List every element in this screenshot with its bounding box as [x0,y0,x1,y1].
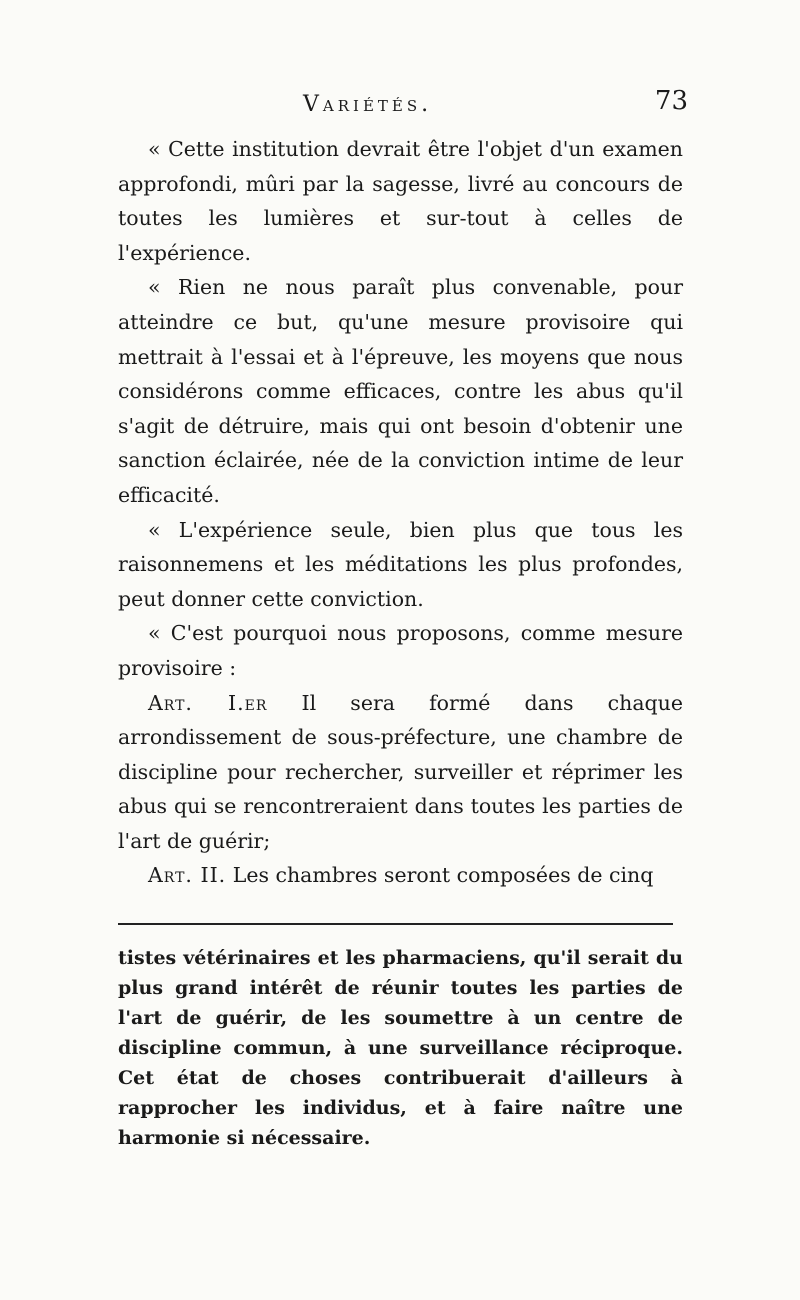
footnote [118,943,683,1153]
running-title: Variétés. [303,92,433,117]
page-number: 73 [654,86,688,116]
book-page [118,86,688,1153]
paragraph-3: « L'expérience seule, bien plus que tous les raisonnemens et les méditations les plus profondes, peut donner cette conviction. [118,517,683,611]
paragraph-4: « C'est pourquoi nous proposons, comme mesure provisoire : [118,621,683,680]
paragraph-1: « Cette institution devrait être l'objet d'un examen approfondi, mûri par la sagesse, livré au concours de toutes les lumières et sur-tout à celles de l'expérience. [118,137,683,265]
article-2-text: Les chambres seront composées de cinq [232,863,654,888]
main-text [118,132,683,893]
paragraph-2: « Rien ne nous paraît plus convenable, pour atteindre ce but, qu'une mesure provisoire qui mettrait à l'essai et à l'épreuve, les moyens que nous considérons comme efficaces, contre les abus qu'il s'agit de détruire, mais qui ont besoin d'obtenir une sanction éclairée, née de la conviction intime de leur efficacité. [118,275,683,507]
article-1-label: Art. I.er [148,690,268,715]
article-2 [118,858,683,893]
article-1 [118,686,683,859]
footnote-text: tistes vétérinaires et les pharmaciens, qu'il serait du plus grand intérêt de réunir toutes les parties de l'art de guérir, de les soumettre à un centre de discipline commun, à une surveillance réciproque. Cet état de choses contribuerait d'ailleurs à rapprocher les individus, et à faire naître une harmonie si nécessaire. [118,947,683,1150]
running-head [118,86,688,132]
article-1-text: Il sera formé dans chaque arrondissement de sous-préfecture, une chambre de discipline pour rechercher, surveiller et réprimer les abus qui se rencontreraient dans toutes les parties de l'art de guérir; [118,690,683,853]
footnote-rule [118,923,673,925]
article-2-label: Art. II. [148,863,227,888]
